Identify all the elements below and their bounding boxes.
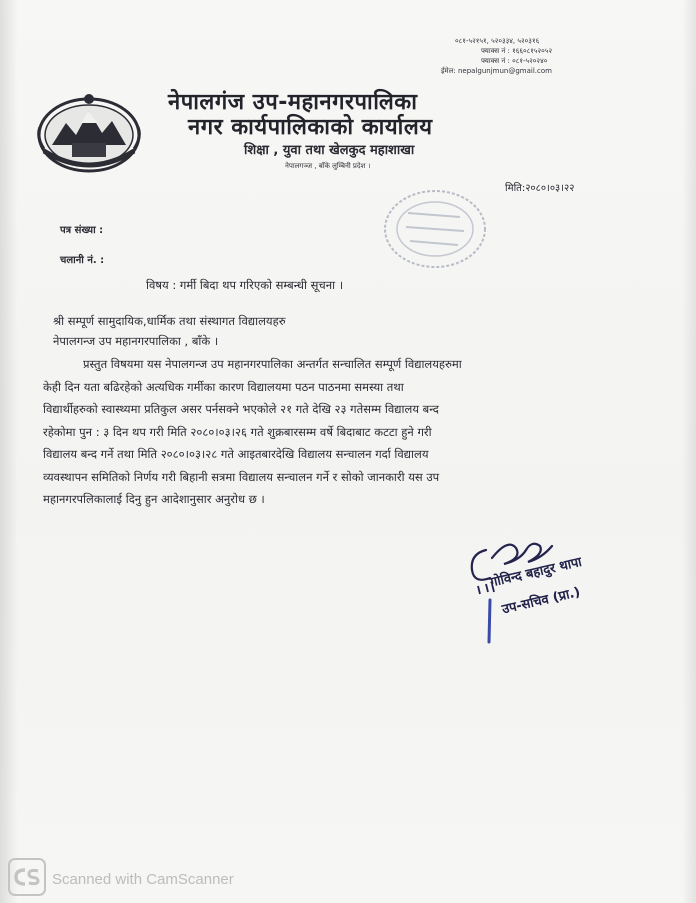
letterhead-office: नगर कार्यपालिकाको कार्यालय xyxy=(188,115,433,140)
body-line: व्यवस्थापन समितिको निर्णय गरी बिहानी सत्रमा विद्यालय सन्चालन गर्ने र सोको जानकारी यस उप xyxy=(43,469,440,484)
signatory-title: उप-सचिव (प्रा.) xyxy=(500,585,582,618)
body-line: विद्यार्थीहरुको स्वास्थ्यमा प्रतिकुल असर पर्नसक्ने भएकोले २१ गते देखि २३ गतेसम्म विद्यालय बन्द xyxy=(43,402,439,416)
nepal-emblem-icon xyxy=(34,87,144,177)
contact-fax: फ्याक्स नं : १६६०८१५२०५२ xyxy=(481,47,553,55)
addressee-line-1: श्री सम्पूर्ण सामुदायिक,धार्मिक तथा संस्थागत विद्यालयहरु xyxy=(53,314,286,328)
page-shadow-left xyxy=(0,0,18,903)
contact-phone: ०८१-५२१५१, ५२०३३४, ५२०३१६ xyxy=(455,37,540,45)
camscanner-logo-icon xyxy=(8,858,46,896)
letter-date: मिति:२०८०।०३।२२ xyxy=(505,183,575,194)
addressee-line-2: नेपालगन्ज उप महानगरपालिका , बाँके । xyxy=(53,334,219,348)
letter-subject: विषय : गर्मी बिदा थप गरिएको सम्बन्धी सूचना । xyxy=(146,278,344,292)
scanner-watermark: Scanned with CamScanner xyxy=(52,871,234,888)
reference-number-label: पत्र संख्या : xyxy=(60,225,104,236)
body-line: प्रस्तुत विषयमा यस नेपालगन्ज उप महानगरपालिका अन्तर्गत सन्चालित सम्पूर्ण विद्यालयहरुमा xyxy=(83,357,462,371)
letterhead-address: नेपालगञ्ज , बाँके लुम्बिनी प्रदेश । xyxy=(285,162,371,170)
body-line: केही दिन यता बढिरहेको अत्यधिक गर्मीका कारण विद्यालयमा पठन पाठनमा समस्या तथा xyxy=(43,379,404,394)
letterhead-division: शिक्षा , युवा तथा खेलकुद महाशाखा xyxy=(244,143,415,158)
body-line: महानगरपलिकालाई दिनु हुन आदेशानुसार अनुरोध छ । xyxy=(43,492,265,506)
signatory-name: गोविन्द बहादुर थापा xyxy=(488,554,584,591)
blue-ink-mark xyxy=(486,598,494,644)
contact-email: ईमेल: nepalgunjmun@gmail.com xyxy=(441,67,552,75)
body-line: विद्यालय बन्द गर्ने तथा मिति २०८०।०३।२८ गते आइतबारदेखि विद्यालय सन्चालन गर्दा विद्यालय xyxy=(43,447,429,461)
dispatch-number-label: चलानी नं. : xyxy=(60,255,105,266)
letter-body xyxy=(43,353,688,511)
body-line: रहेकोमा पुन : ३ दिन थप गरी मिति २०८०।०३।२६ गते शुक्रबारसम्म वर्षे बिदाबाट कटटा हुने गरी xyxy=(43,424,432,439)
faded-office-stamp-icon xyxy=(380,183,490,275)
contact-office-phone: फ्याक्स नं : ०८१-५२०२४० xyxy=(481,57,548,65)
contact-block xyxy=(441,36,625,76)
letterhead-municipality: नेपालगंज उप-महानगरपालिका xyxy=(168,90,418,115)
